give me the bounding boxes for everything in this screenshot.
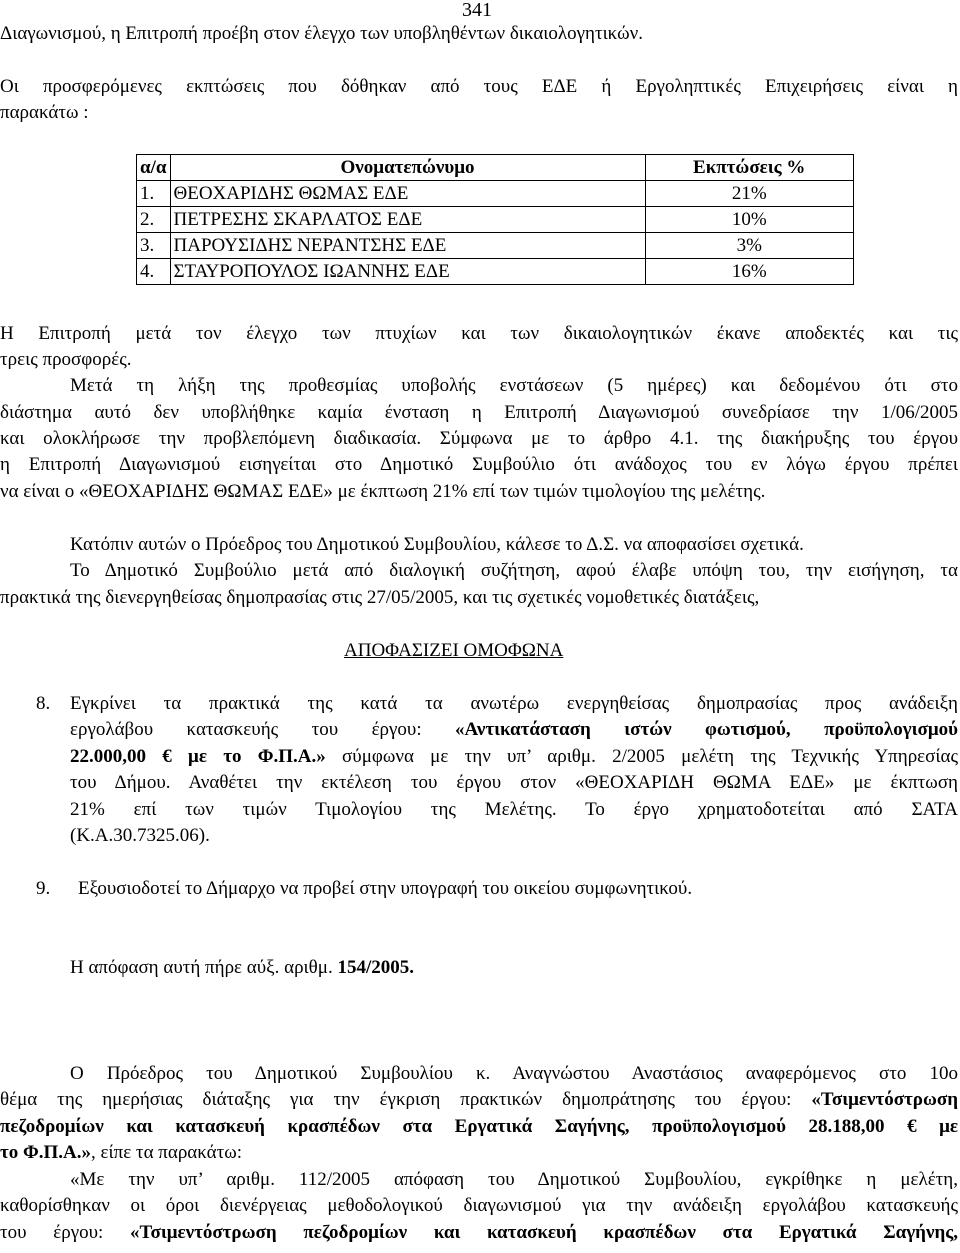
next-line-2-text: θέμα της ημερήσιας διάταξης για την έγκριση πρακτικών δημοπράτησης του έργου: [0, 1089, 812, 1110]
para2-line-2: διάστημα αυτό δεν υποβλήθηκε καμία ένσταση η Επιτροπή Διαγωνισμού συνεδρίασε την 1/06/2005 [0, 402, 958, 423]
item8-line-4: του Δήμου. Αναθέτει την εκτέλεση του έργου στον «ΘΕΟΧΑΡΙΔΗ ΘΩΜΑ ΕΔΕ» με έκπτωση [70, 772, 958, 793]
para2-line-3: και ολοκλήρωσε την προβλεπόμενη διαδικασία. Σύμφωνα με το άρθρο 4.1. της διακήρυξης του έργου [0, 428, 958, 449]
row-pct: 10% [645, 207, 854, 233]
table-row [137, 259, 854, 285]
next-line-2 [0, 1088, 958, 1112]
row-pct: 3% [645, 233, 854, 259]
row-num: 1. [137, 181, 171, 207]
row-name: ΠΕΤΡΕΣΗΣ ΣΚΑΡΛΑΤΟΣ ΕΔΕ [170, 207, 645, 233]
item8-project-title: «Αντικατάσταση ιστών φωτισμού, προϋπολογισμού [455, 719, 958, 740]
next-project-title-cont: πεζοδρομίων και κατασκευή κρασπέδων στα Εργατικά Σαγήνης, προϋπολογισμού 28.188,00 € με [0, 1116, 958, 1137]
table-row [137, 181, 854, 207]
next-line-7 [0, 1221, 958, 1245]
next-project-vat: το Φ.Π.Α.» [0, 1142, 92, 1163]
row-num: 3. [137, 233, 171, 259]
next-line-4-text: , είπε τα παρακάτω: [91, 1142, 243, 1163]
row-num: 2. [137, 207, 171, 233]
row-pct: 21% [645, 181, 854, 207]
header-name: Ονοματεπώνυμο [170, 155, 645, 181]
item8-number: 8. [36, 693, 51, 714]
page-number: 341 [462, 0, 492, 21]
table-header-row [137, 155, 854, 181]
decision-number-line [70, 956, 958, 980]
header-num: α/α [137, 155, 171, 181]
para2-line-5: να είναι ο «ΘΕΟΧΑΡΙΔΗΣ ΘΩΜΑΣ ΕΔΕ» με έκπτωση 21% επί των τιμών τιμολογίου της μελέτης. [0, 481, 766, 502]
para4-line-2: πρακτικά της διενεργηθείσας δημοπρασίας στις 27/05/2005, και τις σχετικές νομοθετικές διατάξεις, [0, 587, 760, 608]
intro-line-2: Οι προσφερόμενες εκπτώσεις που δόθηκαν από τους ΕΔΕ ή Εργοληπτικές Επιχειρήσεις είναι η [0, 76, 958, 97]
row-num: 4. [137, 259, 171, 285]
decision-heading [344, 639, 616, 663]
item8-line-6: (Κ.Α.30.7325.06). [70, 825, 210, 846]
item8-project-budget: 22.000,00 € με το Φ.Π.Α.» [70, 746, 326, 767]
table-row [137, 233, 854, 259]
next-line-4 [0, 1141, 958, 1165]
para1-line-1: Η Επιτροπή μετά τον έλεγχο των πτυχίων και των δικαιολογητικών έκανε αποδεκτές και τις [0, 323, 958, 344]
decision-number-value: 154/2005. [337, 957, 414, 978]
next-project-title-repeat: «Τσιμεντόστρωση πεζοδρομίων και κατασκευή κρασπέδων στα Εργατικά Σαγήνης, [130, 1222, 958, 1243]
next-line-1: Ο Πρόεδρος του Δημοτικού Συμβουλίου κ. Αναγνώστου Αναστάσιος αναφερόμενος στο 10ο [70, 1063, 958, 1084]
para2-line-1: Μετά τη λήξη της προθεσμίας υποβολής ενστάσεων (5 ημέρες) και δεδομένου ότι στο [70, 375, 958, 396]
para3-line-1: Κατόπιν αυτών ο Πρόεδρος του Δημοτικού Συμβουλίου, κάλεσε το Δ.Σ. να αποφασίσει σχετικά. [70, 534, 804, 555]
decision-heading-text: ΑΠΟΦΑΣΙΖΕΙ ΟΜΟΦΩΝΑ [344, 640, 564, 661]
item8-line-3-text: σύμφωνα με την υπ’ αριθμ. 2/2005 μελέτη της Τεχνικής Υπηρεσίας [325, 746, 958, 767]
row-name: ΘΕΟΧΑΡΙΔΗΣ ΘΩΜΑΣ ΕΔΕ [170, 181, 645, 207]
next-line-3 [0, 1115, 958, 1139]
next-line-7-text: του έργου: [0, 1222, 131, 1243]
header-pct: Εκπτώσεις % [645, 155, 854, 181]
row-pct: 16% [645, 259, 854, 285]
row-name: ΠΑΡΟΥΣΙΔΗΣ ΝΕΡΑΝΤΣΗΣ ΕΔΕ [170, 233, 645, 259]
item8-line-2 [70, 718, 958, 742]
intro-line-3: παρακάτω : [0, 102, 89, 123]
para1-line-2: τρεις προσφορές. [0, 349, 132, 370]
next-project-title-start: «Τσιμεντόστρωση [811, 1089, 958, 1110]
next-line-5: «Με την υπ’ αριθμ. 112/2005 απόφαση του Δημοτικού Συμβουλίου, εγκρίθηκε η μελέτη, [70, 1169, 958, 1190]
item8-line-2-text: εργολάβου κατασκευής του έργου: [70, 719, 456, 740]
para2-line-4: η Επιτροπή Διαγωνισμού εισηγείται στο Δημοτικό Συμβούλιο ότι ανάδοχος του εν λόγω έργου πρέπει [0, 454, 958, 475]
item9-number: 9. [36, 878, 51, 899]
discounts-table [136, 154, 854, 285]
item9-text: Εξουσιοδοτεί το Δήμαρχο να προβεί στην υπογραφή του οικείου συμφωνητικού. [78, 878, 693, 899]
item8-line-5: 21% επί των τιμών Τιμολογίου της Μελέτης. Το έργο χρηματοδοτείται από ΣΑΤΑ [70, 799, 958, 820]
row-name: ΣΤΑΥΡΟΠΟΥΛΟΣ ΙΩΑΝΝΗΣ ΕΔΕ [170, 259, 645, 285]
item8-line-1: Εγκρίνει τα πρακτικά της κατά τα ανωτέρω ενεργηθείσας δημοπρασίας προς ανάδειξη [70, 693, 958, 714]
intro-line-1: Διαγωνισμού, η Επιτροπή προέβη στον έλεγχο των υποβληθέντων δικαιολογητικών. [0, 23, 643, 44]
para4-line-1: Το Δημοτικό Συμβούλιο μετά από διαλογική συζήτηση, αφού έλαβε υπόψη του, την εισήγηση, τα [70, 560, 958, 581]
next-line-6: καθορίσθηκαν οι όροι διενέργειας μεθοδολογικού διαγωνισμού για την ανάδειξη εργολάβου κατασκευής [0, 1195, 958, 1216]
table-row [137, 207, 854, 233]
decision-number-prefix: Η απόφαση αυτή πήρε αύξ. αριθμ. [70, 957, 338, 978]
item8-line-3 [70, 745, 958, 769]
